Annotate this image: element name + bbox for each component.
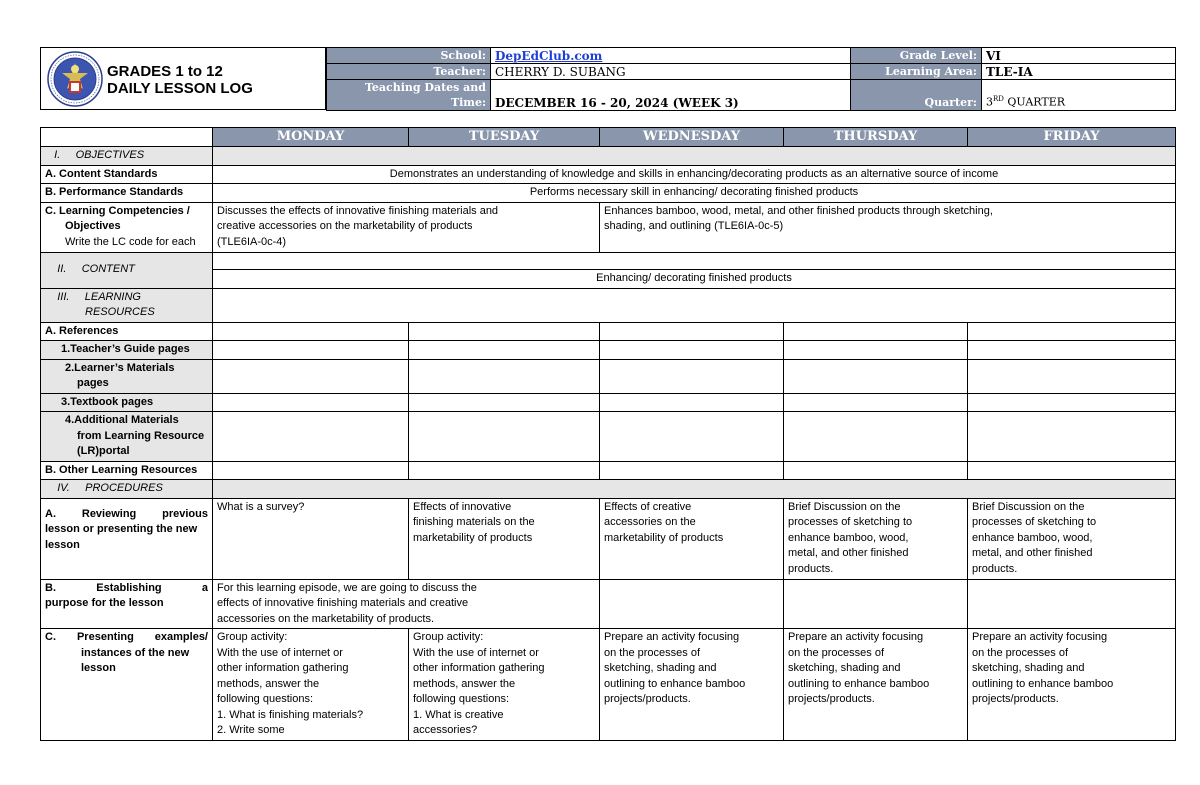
text-line: 1. What is creative [413,708,504,721]
cell [968,579,1176,629]
procedure-a-line-3: lesson [45,538,80,551]
text-line: outlining to enhance bamboo [788,677,930,690]
quarter-word: QUARTER [1007,96,1066,109]
lc-label-line-2: Objectives [65,220,121,232]
lc-label-line-3: Write the LC code for each [65,235,196,248]
lc-a-line-1: Discusses the effects of innovative finishing materials and [217,204,499,217]
text-line: With the use of internet or [217,646,343,659]
text-line: projects/products. [604,693,691,705]
day-wednesday: WEDNESDAY [600,128,784,147]
lm-line-1: 2.Learner’s Materials [65,361,175,374]
procedure-c-monday [213,629,409,741]
content-standards-row [41,165,1176,184]
text-line: processes of sketching to [972,516,1097,528]
cell [600,341,784,360]
lm-line-2: pages [77,377,109,389]
title-line-2: DAILY LESSON LOG [107,80,253,97]
procedure-a-label [41,498,213,579]
cell [600,579,784,629]
textbook-label: 3.Textbook pages [41,393,213,412]
resources-heading-line-1: LEARNING [84,290,141,303]
teacher-value: CHERRY D. SUBANG [491,64,851,80]
quarter-label: Quarter: [851,80,982,111]
header-grade-table [850,47,1176,111]
text-line: Effects of creative [604,500,692,513]
text-line: Brief Discussion on the [972,500,1085,513]
text-line: enhance bamboo, wood, [788,531,909,544]
cell [784,341,968,360]
procedures-heading-text: PROCEDURES [85,482,163,494]
cell [968,412,1176,462]
text-line: projects/products. [972,693,1059,705]
text-line: marketability of products [604,531,724,544]
text-line: enhance bamboo, wood, [972,531,1093,544]
procedure-a-line-2: lesson or presenting the new [45,523,198,535]
learning-area-label: Learning Area: [851,64,982,80]
text-line: accessories on the marketability of products. [217,612,435,625]
cell [600,393,784,412]
day-tuesday: TUESDAY [409,128,600,147]
quarter-value [982,80,1176,111]
text-line: methods, answer the [413,677,516,690]
cell [600,461,784,480]
school-link[interactable]: DepEdClub.com [495,48,603,63]
cell [968,393,1176,412]
resources-heading-line-2: RESOURCES [85,306,155,318]
text-line: Group activity: [413,631,484,643]
teachers-guide-label: 1.Teacher’s Guide pages [41,341,213,360]
cell [968,322,1176,341]
additional-materials-row [41,412,1176,462]
cell [600,322,784,341]
procedures-heading [41,480,213,499]
content-standards-text: Demonstrates an understanding of knowledge and skills in enhancing/decorating products as an alternative source of income [213,165,1176,184]
procedure-a-friday [968,498,1176,579]
text-line: metal, and other finished [972,547,1093,559]
procedure-c-line-2: instances of the new [81,646,190,659]
cell [213,393,409,412]
procedure-c-label [41,629,213,741]
text-line: projects/products. [788,693,875,705]
text-line: other information gathering [413,662,545,674]
cell [784,393,968,412]
text-line: outlining to enhance bamboo [604,677,746,690]
learning-area-value: TLE-IA [982,64,1176,80]
text-line: With the use of internet or [413,646,539,659]
lc-monday-tuesday [213,202,600,252]
text-line: 1. What is finishing materials? [217,708,364,721]
learners-materials-label [41,359,213,393]
cell [409,322,600,341]
procedure-c-wednesday [600,629,784,741]
other-resources-label: B. Other Learning Resources [41,461,213,480]
text-line: Group activity: [217,631,288,643]
resources-num: III. [57,290,70,303]
lc-wednesday-friday [600,202,1176,252]
text-line: on the processes of [972,646,1069,659]
cell [784,359,968,393]
cell [968,461,1176,480]
school-label: School: [327,48,491,64]
cell [213,461,409,480]
day-friday: FRIDAY [968,128,1176,147]
grade-level-label: Grade Level: [851,48,982,64]
learning-resources-row [41,288,1176,322]
deped-seal-icon [47,51,103,107]
text-line: accessories? [413,724,478,736]
cell [784,461,968,480]
text-line: accessories on the [604,516,696,528]
text-line: Prepare an activity focusing [972,631,1108,643]
document-title [107,63,253,97]
content-num: II. [57,263,67,276]
quarter-suffix: RD [993,95,1004,104]
cell [600,359,784,393]
cell [213,359,409,393]
am-line-3: (LR)portal [77,445,130,457]
text-line: effects of innovative finishing materials and creative [217,597,469,609]
procedure-c-line-1: C. Presenting examples/ [45,631,208,643]
procedure-c-row [41,629,1176,741]
teacher-label: Teacher: [327,64,491,80]
title-line-1: GRADES 1 to 12 [107,63,223,80]
learning-resources-heading [41,288,213,322]
cell [213,412,409,462]
lc-a-line-2: creative accessories on the marketability of products [217,220,473,232]
text-line: processes of sketching to [788,516,913,528]
cell [213,341,409,360]
quarter-number: 3 [986,96,993,109]
text-line: following questions: [413,693,510,705]
learning-competencies-row [41,202,1176,252]
content-standards-label: A. Content Standards [41,165,213,184]
content-row-1 [41,252,1176,269]
dates-label-line-1: Teaching Dates and [364,81,486,94]
procedure-c-thursday [784,629,968,741]
procedures-num: IV. [57,482,70,494]
procedure-c-tuesday [409,629,600,741]
text-line: following questions: [217,693,314,705]
text-line: on the processes of [604,646,701,659]
performance-standards-text: Performs necessary skill in enhancing/ decorating finished products [213,184,1176,203]
cell [784,579,968,629]
procedure-b-line-1: B. Establishing a [45,581,208,594]
text-line: finishing materials on the [413,516,535,528]
cell [784,412,968,462]
text-line: marketability of products [413,531,533,544]
learners-materials-row [41,359,1176,393]
cell [409,412,600,462]
header-title-box [40,47,326,110]
cell [409,461,600,480]
content-blank [213,252,1176,269]
cell [968,359,1176,393]
procedure-b-label [41,579,213,629]
objectives-text: OBJECTIVES [75,149,145,161]
textbook-row [41,393,1176,412]
lesson-log-table [40,127,1176,741]
lc-label-line-1: C. Learning Competencies / [45,204,190,217]
procedure-a-line-1: A. Reviewing previous [45,507,208,520]
procedure-a-tuesday [409,498,600,579]
text-line: Prepare an activity focusing [788,631,924,643]
day-thursday: THURSDAY [784,128,968,147]
references-row [41,322,1176,341]
text-line: sketching, shading and [604,662,717,674]
procedure-a-monday: What is a survey? [213,498,409,579]
header-school-table [326,47,851,111]
procedure-c-line-3: lesson [81,662,116,674]
dates-label [327,80,491,111]
objectives-heading [41,147,213,166]
cell [409,393,600,412]
blank-header-cell [41,128,213,147]
lc-b-line-1: Enhances bamboo, wood, metal, and other finished products through sketching, [604,204,993,217]
text-line: other information gathering [217,662,349,674]
text-line: 2. Write some [217,724,285,736]
lc-b-line-2: shading, and outlining (TLE6IA-0c-5) [604,220,784,232]
performance-standards-label: B. Performance Standards [41,184,213,203]
text-line: For this learning episode, we are going to discuss the [217,581,477,594]
text-line: methods, answer the [217,677,320,690]
text-line: outlining to enhance bamboo [972,677,1114,690]
procedure-b-monday [213,579,600,629]
procedure-b-row [41,579,1176,629]
text-line: sketching, shading and [972,662,1085,674]
dates-label-line-2: Time: [450,96,486,109]
text-line: metal, and other finished [788,547,909,559]
objectives-row [41,147,1176,166]
am-line-2: from Learning Resource [77,429,205,442]
procedure-a-wednesday [600,498,784,579]
cell [600,412,784,462]
dates-value: DECEMBER 16 - 20, 2024 (WEEK 3) [491,80,851,111]
text-line: on the processes of [788,646,885,659]
text-line: products. [788,562,834,575]
day-header-row [41,128,1176,147]
procedure-b-line-2: purpose for the lesson [45,597,164,609]
learning-competencies-label [41,202,213,252]
content-heading-text: CONTENT [81,263,135,276]
references-label: A. References [41,322,213,341]
cell [409,341,600,360]
am-line-1: 4.Additional Materials [65,414,179,426]
other-resources-row [41,461,1176,480]
cell [213,322,409,341]
text-line: sketching, shading and [788,662,901,674]
cell [409,359,600,393]
learning-resources-blank [213,288,1176,322]
content-text: Enhancing/ decorating finished products [213,269,1176,288]
text-line: Prepare an activity focusing [604,631,740,643]
objectives-num: I. [54,149,61,161]
content-heading [41,252,213,288]
lc-a-line-3: (TLE6IA-0c-4) [217,235,287,248]
text-line: products. [972,562,1018,575]
cell [784,322,968,341]
procedure-c-friday [968,629,1176,741]
performance-standards-row [41,184,1176,203]
text-line: Brief Discussion on the [788,500,901,513]
day-monday: MONDAY [213,128,409,147]
text-line: Effects of innovative [413,500,512,513]
grade-level-value: VI [982,48,1176,64]
additional-materials-label [41,412,213,462]
objectives-blank [213,147,1176,166]
procedures-row [41,480,1176,499]
procedure-a-row [41,498,1176,579]
procedures-blank [213,480,1176,499]
cell [968,341,1176,360]
procedure-a-thursday [784,498,968,579]
teachers-guide-row [41,341,1176,360]
